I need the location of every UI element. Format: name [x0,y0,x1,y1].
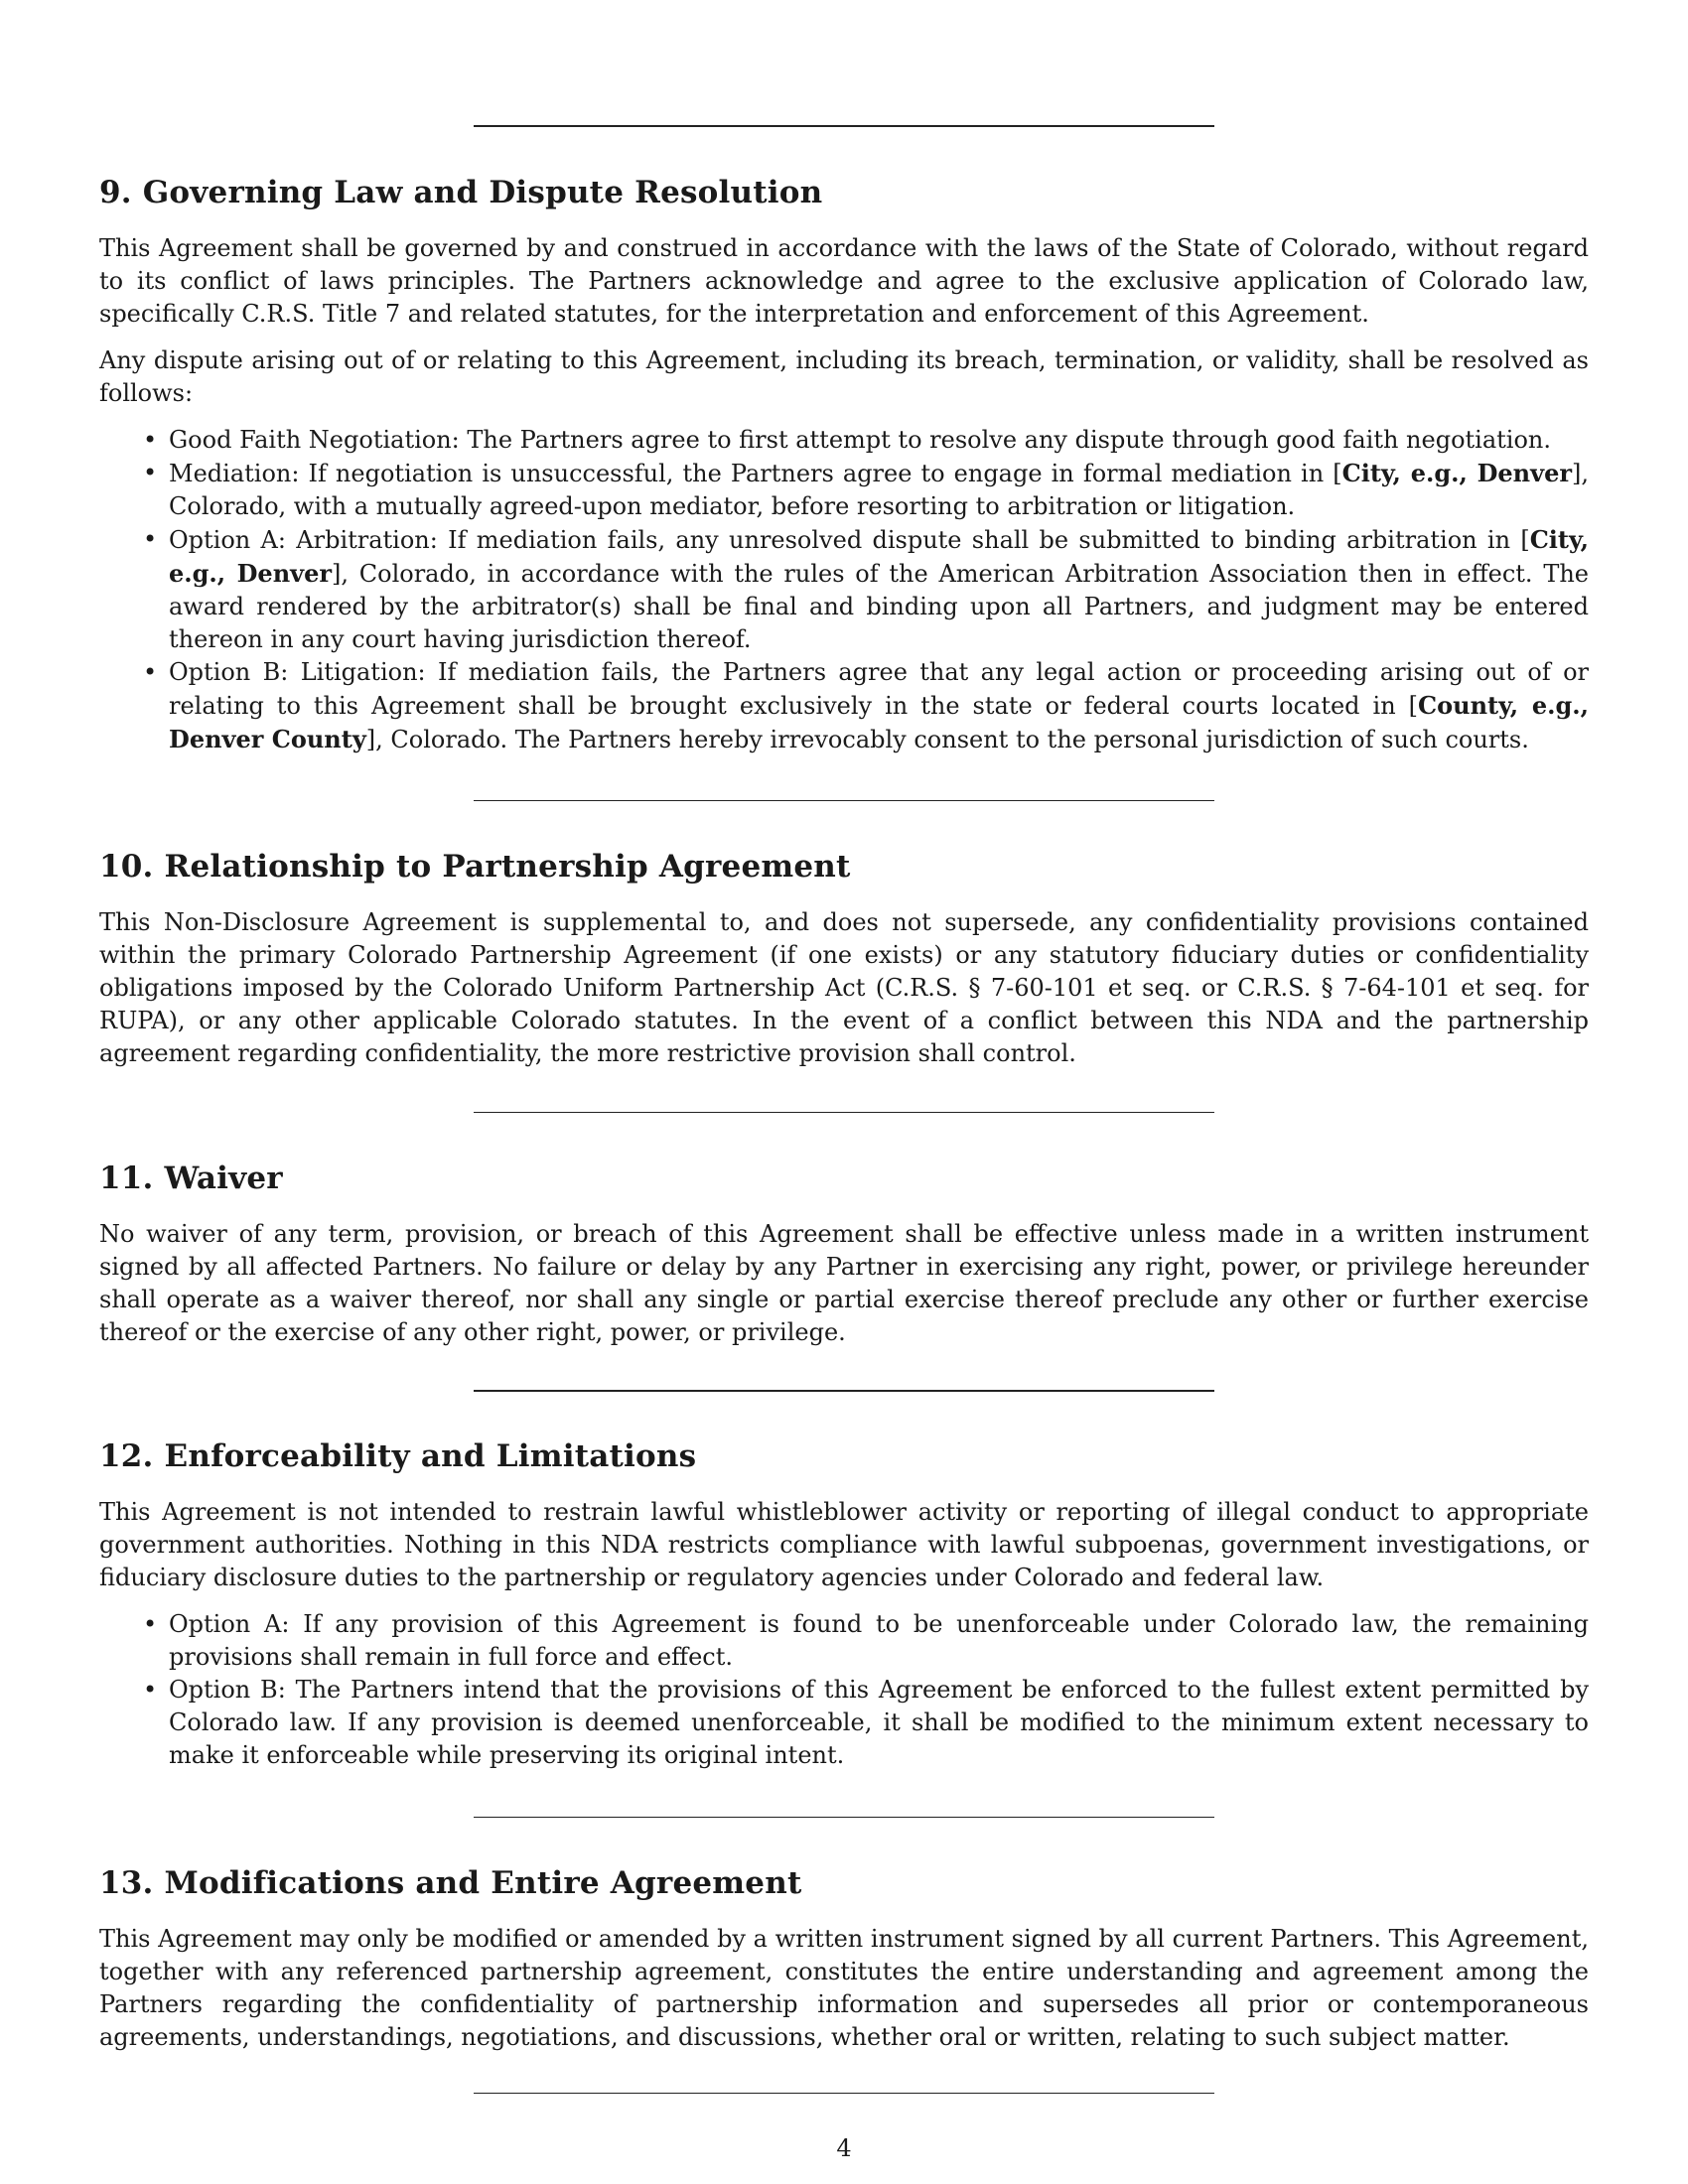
section-13 [99,1865,1589,2068]
section-9-list [99,424,1589,756]
section-12 [99,1438,1589,1772]
list-item-text: Option A: If any provision of this Agreement is found to be unenforceable under Colorado law, the remaining provisions shall remain in full force and effect. [169,1610,1589,1671]
list-item-text: Option B: Litigation: If mediation fails, the Partners agree that any legal action or proceeding arising out of or relating to this Agreement shall be brought exclusively in the state or federal courts located in [ [169,658,1589,720]
section-12-heading: 12. Enforceability and Limitations [99,1438,697,1474]
list-item-text: Good Faith Negotiation: The Partners agree to first attempt to resolve any dispute through good faith negotiation. [169,426,1551,454]
section-12-paragraph-1: This Agreement is not intended to restrain lawful whistleblower activity or reporting of illegal conduct to appropriate government authorities. Nothing in this NDA restricts compliance with lawful subpoenas, government investigations, or fiduciary disclosure duties to the partnership or regulatory agencies under Colorado and federal law. [99,1498,1589,1591]
list-item-text: ], Colorado, with a mutually agreed-upon mediator, before resorting to arbitration or litigation. [169,460,1589,520]
placeholder-city: City, e.g., Denver [169,525,1589,588]
section-divider [474,125,1214,127]
section-9-list-item-1 [169,424,1589,457]
section-13-paragraph-1: This Agreement may only be modified or amended by a written instrument signed by all current Partners. This Agreement, together with any referenced partnership agreement, constitutes the entire understanding and agreement among the Partners regarding the confidentiality of partnership information and supersedes all prior or contemporaneous agreements, understandings, negotiations, and discussions, whether oral or written, relating to such subject matter. [99,1925,1589,2051]
section-9-list-item-4 [169,656,1589,756]
section-divider [474,1817,1214,1818]
section-10 [99,849,1589,1084]
page-number: 4 [836,2134,852,2162]
section-divider [474,800,1214,801]
section-11-paragraph-1: No waiver of any term, provision, or breach of this Agreement shall be effective unless made in a written instrument signed by all affected Partners. No failure or delay by any Partner in exercising any right, power, or privilege hereunder shall operate as a waiver thereof, nor shall any single or partial exercise thereof preclude any other or further exercise thereof or the exercise of any other right, power, or privilege. [99,1220,1589,1346]
section-12-list [99,1608,1589,1772]
section-12-list-item-2 [169,1674,1589,1772]
list-item-text: ], Colorado. The Partners hereby irrevocably consent to the personal jurisdiction of such courts. [365,726,1529,753]
list-item-text: Mediation: If negotiation is unsuccessful, the Partners agree to engage in formal mediation in [ [169,460,1342,487]
section-9-paragraph-1: This Agreement shall be governed by and construed in accordance with the laws of the State of Colorado, without regard to its conflict of laws principles. The Partners acknowledge and agree to the exclusive application of Colorado law, specifically C.R.S. Title 7 and related statutes, for the interpretation and enforcement of this Agreement. [99,234,1589,328]
list-item-text: ], Colorado, in accordance with the rules of the American Arbitration Association then in effect. The award rendered by the arbitrator(s) shall be final and binding upon all Partners, and judgment may be entered thereon in any court having jurisdiction thereof. [169,560,1589,653]
section-10-heading: 10. Relationship to Partnership Agreement [99,849,851,885]
section-9-heading: 9. Governing Law and Dispute Resolution [99,175,823,210]
section-divider [474,1390,1214,1392]
document-page [99,0,1589,2184]
section-9-list-item-2 [169,457,1589,523]
section-13-heading: 13. Modifications and Entire Agreement [99,1865,802,1901]
list-item-text: Option A: Arbitration: If mediation fails, any unresolved dispute shall be submitted to binding arbitration in [ [169,526,1530,554]
list-item-text: Option B: The Partners intend that the provisions of this Agreement be enforced to the fullest extent permitted by Colorado law. If any provision is deemed unenforceable, it shall be modified to the minimum extent necessary to make it enforceable while preserving its original intent. [169,1676,1589,1769]
placeholder-city: City, e.g., Denver [1341,459,1572,487]
section-9-list-item-3 [169,523,1589,656]
section-11 [99,1160,1589,1363]
placeholder-county: County, e.g., Denver County [169,691,1589,753]
section-11-heading: 11. Waiver [99,1160,283,1196]
section-9-paragraph-2: Any dispute arising out of or relating to this Agreement, including its breach, termination, or validity, shall be resolved as follows: [99,346,1589,407]
section-12-list-item-1 [169,1608,1589,1674]
section-divider [474,1112,1214,1113]
section-9 [99,175,1589,756]
section-divider [474,2093,1214,2094]
section-10-paragraph-1: This Non-Disclosure Agreement is supplemental to, and does not supersede, any confidentiality provisions contained within the primary Colorado Partnership Agreement (if one exists) or any statutory fiduciary duties or confidentiality obligations imposed by the Colorado Uniform Partnership Act (C.R.S. § 7-60-101 et seq. or C.R.S. § 7-64-101 et seq. for RUPA), or any other applicable Colorado statutes. In the event of a conflict between this NDA and the partnership agreement regarding confidentiality, the more restrictive provision shall control. [99,908,1589,1067]
